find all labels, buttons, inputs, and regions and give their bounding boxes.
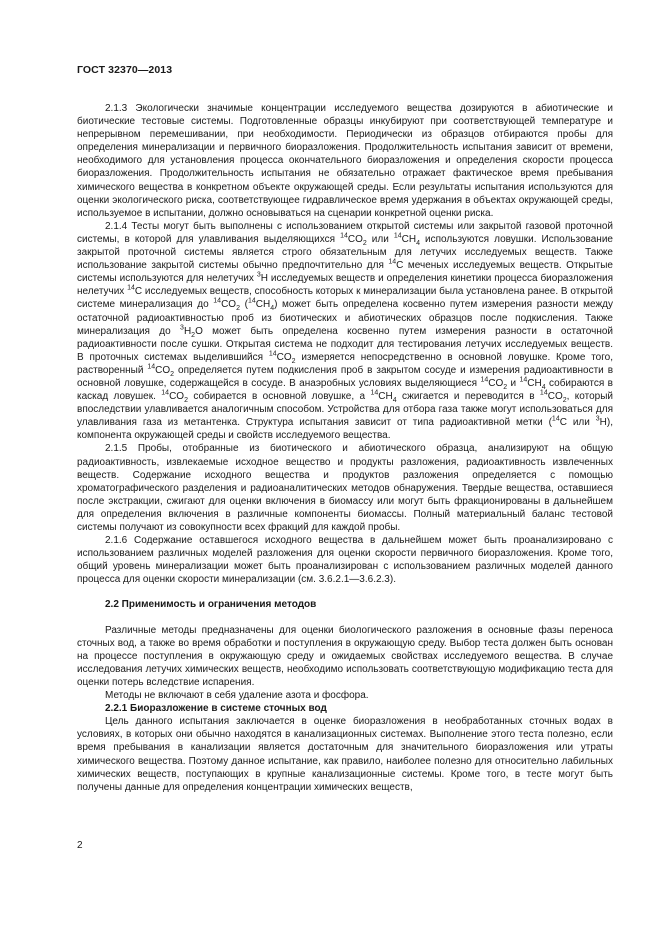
- paragraph-2-1-6: 2.1.6 Содержание оставшегося исходного вещества в дальнейшем может быть проанализировано с использованием различных моделей разложения для оценки скорости первичного биоразложения. Кроме того, общий уровень минерализации может быть проанализирован с использованием различных моделей данного процесса для оценки скорости минерализации (см. 3.6.2.1—3.6.2.3).: [77, 535, 613, 586]
- paragraph-2-2-1: Цель данного испытания заключается в оценке биоразложения в необработанных сточных водах в условиях, в которых они обычно находятся в канализационных системах. Выполнение этого теста полезно, если время пребывания в канализации является достаточным для значительного биоразложения или утраты химического вещества. Поэтому данное испытание, как правило, наиболее полезно для относительно лабильных химических веществ, поступающих в крупные канализационные системы. Кроме того, в тесте могут быть получены данные для определения концентрации химических веществ,: [77, 716, 613, 793]
- section-heading-2-2: 2.2 Применимость и ограничения методов: [105, 599, 317, 611]
- paragraph-2-1-3: 2.1.3 Экологически значимые концентрации исследуемого вещества дозируются в абиотические и биотические тестовые системы. Подготовленные образцы инкубируют при соответствующей температуре и непрерывном перемешивании, при необходимости. Периодически из образцов отбираются пробы для определения минерализации и первичного биоразложения. Продолжительность испытания зависит от времени, необходимого для установления процесса окончательного биоразложения и определения скорости процесса биоразложения. Продолжительность испытания не обязательно отражает фактическое время пребывания химического вещества в конкретном объекте окружающей среды. Если результаты испытания используются для оценки экологического риска, соответствующее гидравлическое время удержания в объектах окружающей среды, используемое в испытании, должно основываться на сценарии конкретной оценки риска.: [77, 103, 613, 219]
- paragraph-2-1-5: 2.1.5 Пробы, отобранные из биотического и абиотического образца, анализируют на общую радиоактивность, извлекаемые исходное вещество и продукты разложения, радиоактивность извлеченных веществ. Содержание исходного вещества и продуктов разложения определяется с помощью хроматографического разделения и радиоаналитических методов обнаружения. Твердые вещества, оставшиеся после экстракции, сжигают для оценки включения в биомассу или могут быть фракционированы в дальнейшем для определения включения в различные компоненты биомассы. Полный материальный баланс тестовой системы получают из совокупности всех фракций для каждой пробы.: [77, 443, 613, 533]
- page-number: 2: [77, 840, 83, 851]
- document-body: [77, 102, 613, 794]
- paragraph-2-2-a: Различные методы предназначены для оценки биологического разложения в основные фазы переноса сточных вод, а также во время обработки и поступления в окружающую среду. Выбор теста должен быть основан на процессе поступления в окружающую среду и ожидаемых свойствах исследуемого вещества. В случае исследования летучих химических веществ, необходимо использовать соответствующую модификацию теста для оценки потерь вследствие испарения.: [77, 624, 613, 688]
- section-heading-2-2-1: 2.2.1 Биоразложение в системе сточных вод: [105, 703, 327, 715]
- paragraph-2-1-4: 2.1.4 Тесты могут быть выполнены с использованием открытой системы или закрытой газовой проточной системы, в которой для улавливания выделяющихся $^{14}CO_2$ или $^{14}CH_4$ используются ловушки. Использование закрытой проточной системы является строго обязательным для летучих исследуемых веществ. Также использование закрытой системы обычно предпочтительно для $^{14}$C меченых исследуемых веществ. Открытые системы используются для нелетучих $^3$H исследуемых веществ и определения кинетики процесса биоразложения нелетучих $^{14}$C исследуемых веществ, способность которых к минерализации была установлена ранее. В открытой системе минерализация до $^{14}CO_2$ $(^{14}CH_4)$ может быть определена косвенно путем измерения разности между остаточной радиоактивностью проб из биотических и абиотических образцов после подкисления. Также минерализация до $^3H_2O$ может быть определена косвенно путем измерения разности в остаточной радиоактивности после сушки. Открытая система не подходит для тестирования летучих исследуемых веществ. В проточных системах выделившийся $^{14}CO_2$ измеряется непосредственно в основной ловушке. Кроме того, растворенный $^{14}CO_2$ определяется путем подкисления проб в закрытом сосуде и измерения радиоактивности в основной ловушке, содержащейся в сосуде. В анаэробных условиях выделяющиеся $^{14}CO_2$ и $^{14}CH_4$ собираются в каскад ловушек. $^{14}CO_2$ собирается в основной ловушке, а $^{14}CH_4$ сжигается и переводится в $^{14}CO_2$, который впоследствии улавливается аналогичным способом. Устройства для отбора газа также могут использоваться для улавливания газа из метантенка. Структура испытания зависит от типа радиоактивной метки ($^{14}$C или $^3$H), компонента окружающей среды и свойств исследуемого вещества.: [77, 220, 614, 442]
- paragraph-2-2-b: Методы не включают в себя удаление азота и фосфора.: [105, 690, 369, 702]
- standard-header: ГОСТ 32370—2013: [77, 64, 173, 76]
